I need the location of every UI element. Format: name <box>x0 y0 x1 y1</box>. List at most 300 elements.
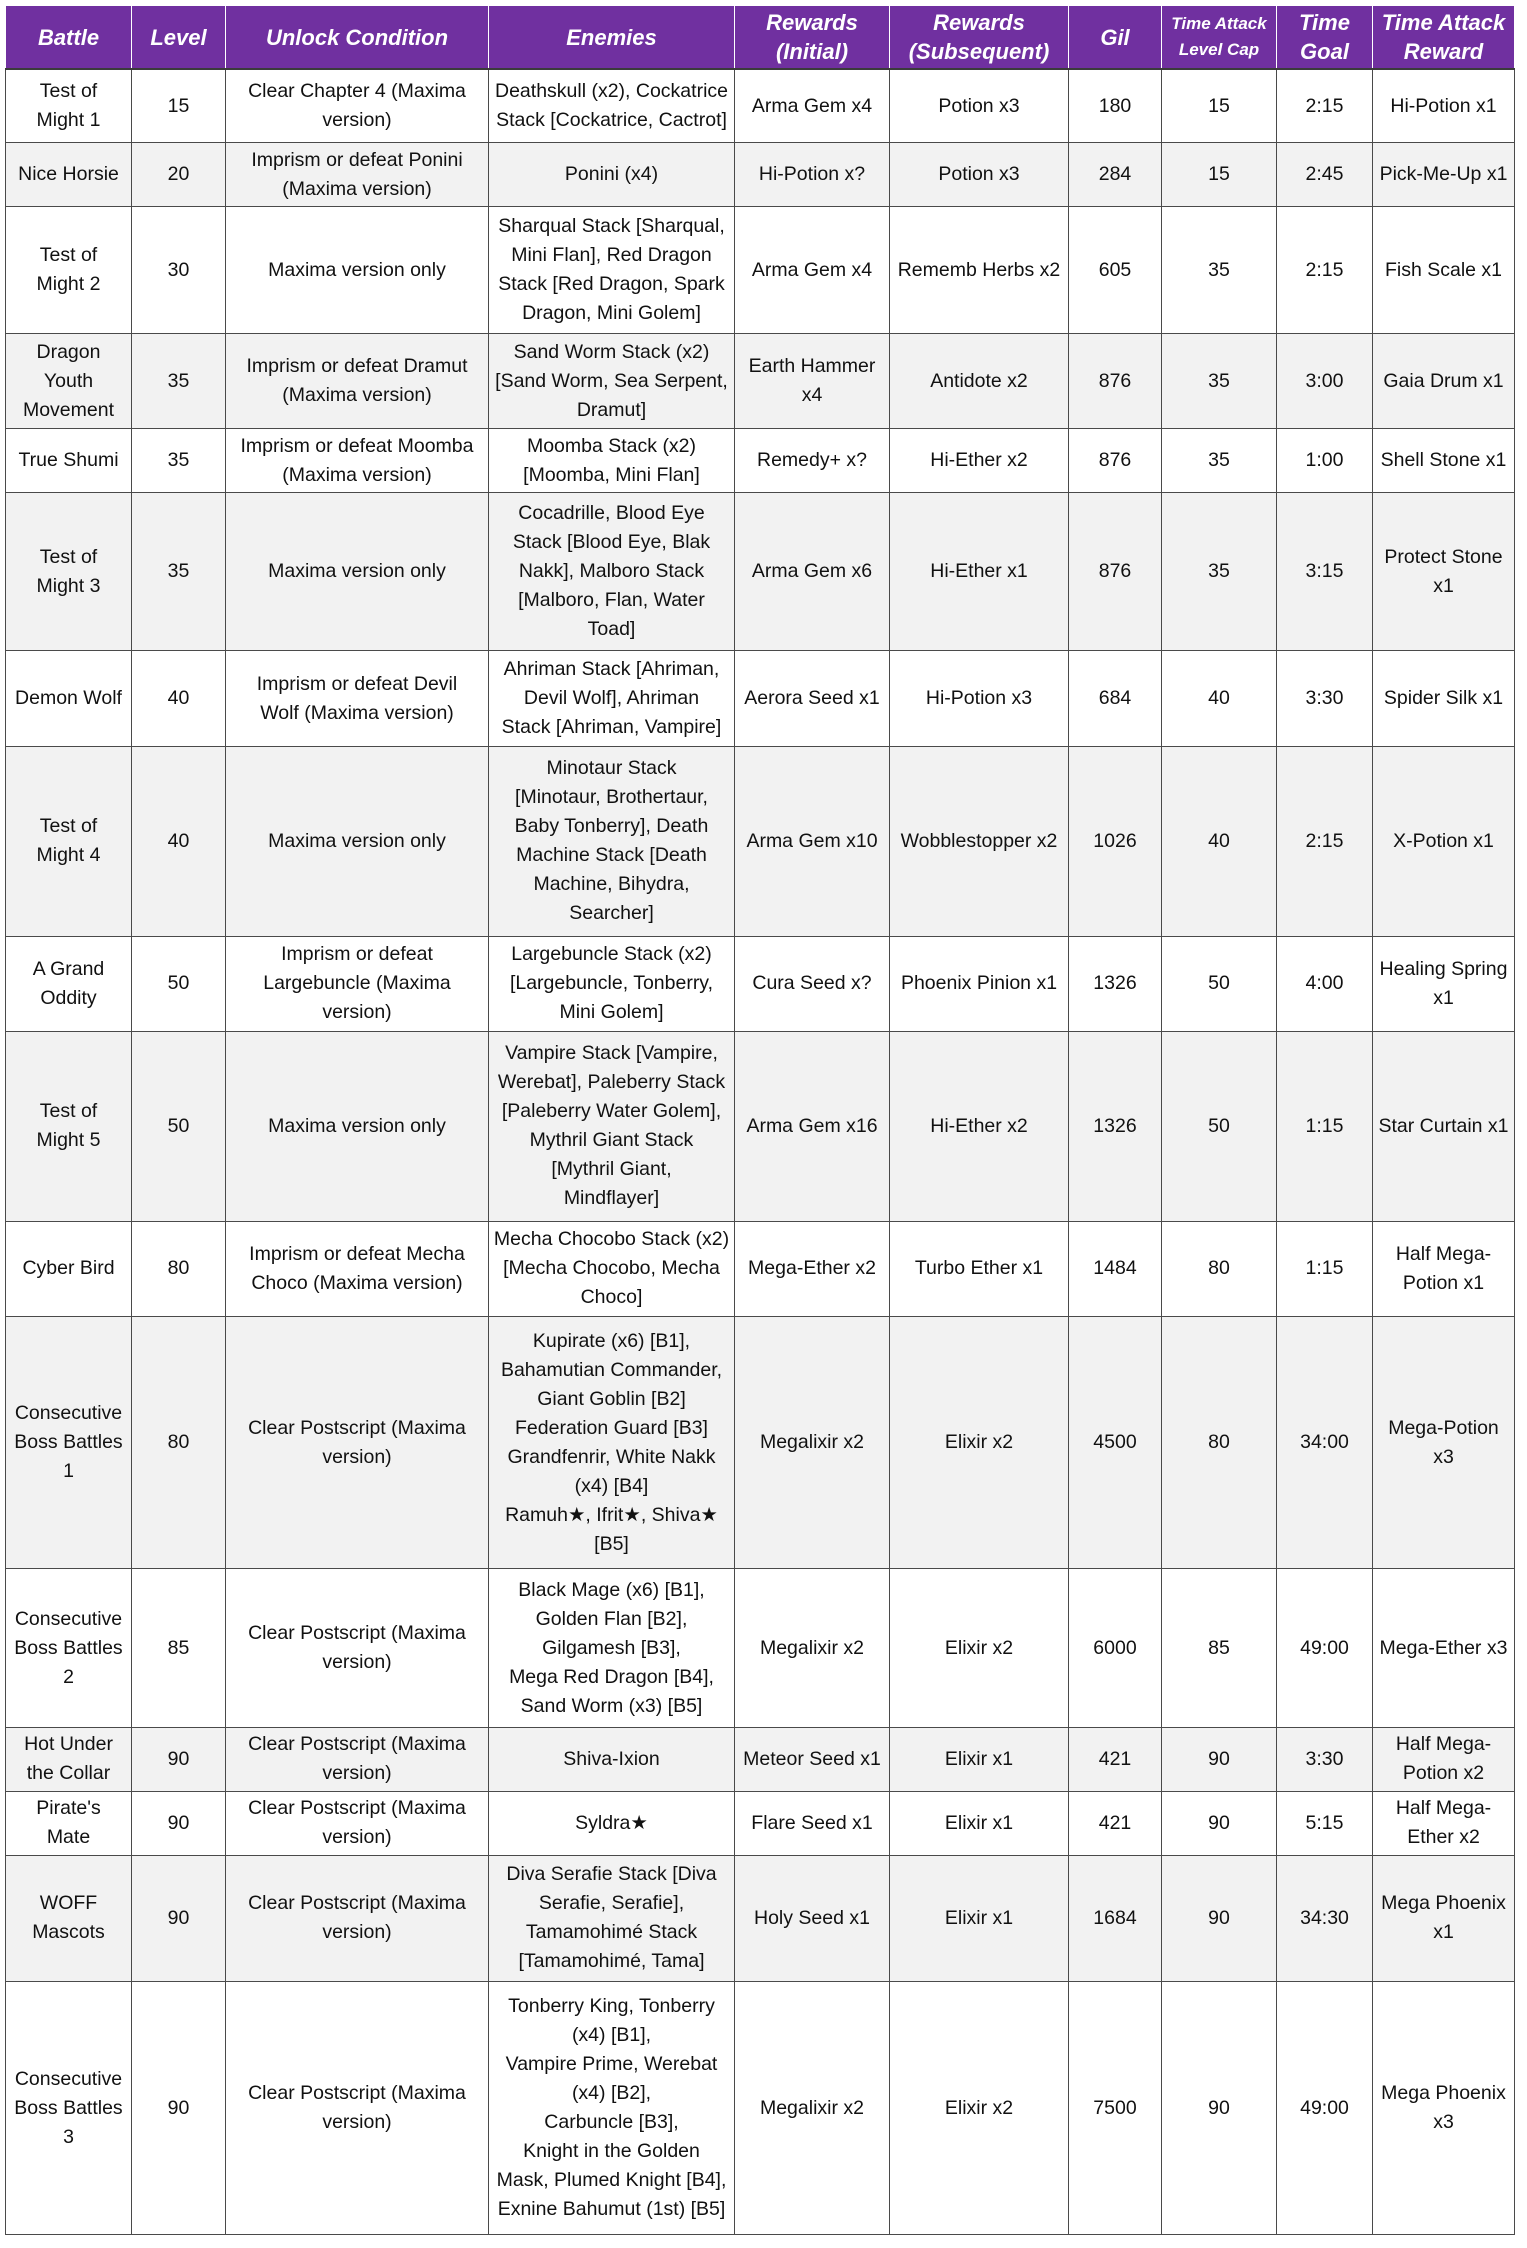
text-line: x3 <box>1433 2111 1454 2134</box>
cell-gil: 6000 <box>1069 1569 1162 1727</box>
text-line: Aerora Seed x1 <box>744 687 880 710</box>
text-line: Might 3 <box>36 574 101 597</box>
cell-unlock-condition <box>226 1316 489 1569</box>
cell-rewards-subsequent <box>890 1855 1069 1982</box>
cell-level: 15 <box>132 69 226 143</box>
text-line: Carbuncle [B3], <box>544 2111 679 2134</box>
cell-gil: 1326 <box>1069 1031 1162 1221</box>
text-line: Test of <box>39 815 98 838</box>
table-row <box>6 1221 1515 1316</box>
text-line: Black Mage (x6) [B1], <box>518 1578 705 1601</box>
cell-time-attack-reward <box>1373 936 1515 1031</box>
text-line: Arma Gem x10 <box>746 829 878 852</box>
cell-enemies <box>489 936 735 1031</box>
text-line: Protect Stone <box>1384 545 1503 568</box>
text-line: Spider Silk x1 <box>1383 687 1504 710</box>
text-line: Elixir x1 <box>944 1906 1014 1929</box>
text-line: Clear Chapter 4 (Maxima <box>248 80 466 103</box>
text-line: Elixir x1 <box>944 1811 1014 1834</box>
cell-enemies <box>489 746 735 936</box>
cell-battle <box>6 1855 132 1982</box>
text-line: [Tamamohimé, Tama] <box>518 1950 705 1973</box>
text-line: Federation Guard [B3] <box>515 1416 708 1439</box>
cell-rewards-initial <box>735 69 890 143</box>
text-line: Shiva-Ixion <box>563 1747 660 1770</box>
table-row <box>6 429 1515 493</box>
text-line: Searcher] <box>569 902 654 925</box>
cell-rewards-initial <box>735 1855 890 1982</box>
table-row <box>6 207 1515 334</box>
header-level: Level <box>132 6 226 70</box>
cell-time-goal: 3:30 <box>1277 651 1373 746</box>
text-line: Turbo Ether x1 <box>914 1257 1044 1280</box>
text-line: Healing Spring <box>1379 957 1508 980</box>
header-unlock-condition: Unlock Condition <box>226 6 489 70</box>
cell-enemies <box>489 651 735 746</box>
cell-time-attack-level-cap: 35 <box>1162 429 1277 493</box>
text-line: Might 4 <box>36 844 101 867</box>
cell-gil: 1684 <box>1069 1855 1162 1982</box>
cell-time-attack-reward <box>1373 746 1515 936</box>
text-line: Imprism or defeat Devil <box>256 672 458 695</box>
text-line: Movement <box>22 398 115 421</box>
text-line: version) <box>322 1762 392 1785</box>
table-row <box>6 333 1515 428</box>
text-line: Mythril Giant Stack <box>529 1129 694 1152</box>
cell-enemies <box>489 69 735 143</box>
text-line: WOFF <box>39 1892 98 1915</box>
text-line: Mask, Plumed Knight [B4], <box>496 2169 727 2192</box>
cell-time-attack-reward <box>1373 429 1515 493</box>
text-line: Potion x1 <box>1402 1271 1485 1294</box>
cell-enemies <box>489 429 735 493</box>
header-rewards-initial <box>735 6 890 70</box>
table-row <box>6 69 1515 143</box>
cell-enemies <box>489 1727 735 1791</box>
text-line: Elixir x2 <box>944 1636 1014 1659</box>
text-line: version) <box>322 1001 392 1024</box>
cell-time-goal: 34:00 <box>1277 1316 1373 1569</box>
text-line: Mascots <box>32 1921 105 1944</box>
text-line: Half Mega- <box>1395 1797 1492 1820</box>
cell-level: 80 <box>132 1316 226 1569</box>
text-line: Megalixir x2 <box>759 1431 865 1454</box>
text-line: Boss Battles <box>14 2096 123 2119</box>
cell-rewards-initial <box>735 143 890 207</box>
text-line: (Maxima version) <box>282 463 432 486</box>
text-line: Golden Flan [B2], <box>535 1607 688 1630</box>
cell-level: 35 <box>132 333 226 428</box>
table-row <box>6 651 1515 746</box>
cell-time-attack-reward <box>1373 207 1515 334</box>
text-line: Largebuncle (Maxima <box>263 972 451 995</box>
text-line: Wolf (Maxima version) <box>260 701 454 724</box>
table-row <box>6 746 1515 936</box>
cell-unlock-condition <box>226 651 489 746</box>
text-line: Oddity <box>40 986 97 1009</box>
text-line: Megalixir x2 <box>759 2096 865 2119</box>
text-line: Mini Golem] <box>559 1001 664 1024</box>
text-line: Megalixir x2 <box>759 1636 865 1659</box>
cell-time-attack-level-cap: 40 <box>1162 746 1277 936</box>
text-line: Fish Scale x1 <box>1384 258 1503 281</box>
text-line: Meteor Seed x1 <box>743 1747 881 1770</box>
text-line: Imprism or defeat Ponini <box>251 148 463 171</box>
cell-unlock-condition <box>226 1982 489 2235</box>
text-line: version) <box>322 1445 392 1468</box>
cell-gil: 684 <box>1069 651 1162 746</box>
text-line: Might 2 <box>36 273 101 296</box>
text-line: Pick-Me-Up x1 <box>1379 163 1508 186</box>
cell-level: 20 <box>132 143 226 207</box>
cell-unlock-condition <box>226 207 489 334</box>
text-line: [Mecha Chocobo, Mecha <box>503 1257 720 1280</box>
text-line: Mega Phoenix <box>1381 1892 1506 1915</box>
text-line: (Maxima version) <box>282 177 432 200</box>
cell-unlock-condition <box>226 746 489 936</box>
cell-battle <box>6 493 132 651</box>
cell-time-goal: 2:15 <box>1277 69 1373 143</box>
text-line: Machine, Bihydra, <box>533 873 690 896</box>
cell-rewards-initial <box>735 1316 890 1569</box>
cell-battle <box>6 651 132 746</box>
text-line: version) <box>322 1826 392 1849</box>
cell-rewards-subsequent <box>890 493 1069 651</box>
table-row <box>6 1316 1515 1569</box>
text-line: Cyber Bird <box>22 1257 115 1280</box>
cell-battle <box>6 1316 132 1569</box>
cell-gil: 7500 <box>1069 1982 1162 2235</box>
cell-time-attack-reward <box>1373 1031 1515 1221</box>
text-line: version) <box>322 109 392 132</box>
text-line: Stack [Ahriman, Vampire] <box>501 716 722 739</box>
text-line: Potion x3 <box>938 94 1020 117</box>
text-line: Imprism or defeat Moomba <box>240 434 474 457</box>
text-line: Demon Wolf <box>15 687 122 710</box>
table-row <box>6 143 1515 207</box>
cell-time-attack-level-cap: 50 <box>1162 1031 1277 1221</box>
text-line: Elixir x2 <box>944 1431 1014 1454</box>
cell-time-goal: 1:00 <box>1277 429 1373 493</box>
text-line: Kupirate (x6) [B1], <box>532 1329 691 1352</box>
cell-gil: 605 <box>1069 207 1162 334</box>
header-time-attack-level-cap <box>1162 6 1277 70</box>
cell-level: 40 <box>132 651 226 746</box>
header-gil: Gil <box>1069 6 1162 70</box>
text-line: Vampire Prime, Werebat <box>505 2053 718 2076</box>
header-row <box>6 6 1515 70</box>
cell-battle <box>6 69 132 143</box>
cell-rewards-initial <box>735 746 890 936</box>
text-line: Clear Postscript (Maxima <box>248 1892 466 1915</box>
text-line: Grandfenrir, White Nakk <box>507 1445 716 1468</box>
cell-rewards-initial <box>735 1727 890 1791</box>
text-line: Largebuncle Stack (x2) <box>511 943 712 966</box>
cell-battle <box>6 1982 132 2235</box>
cell-time-attack-level-cap: 85 <box>1162 1569 1277 1727</box>
text-line: Hi-Ether x2 <box>930 449 1028 472</box>
cell-rewards-initial <box>735 493 890 651</box>
text-line: Hi-Ether x2 <box>930 1114 1028 1137</box>
text-line: Stack [Blood Eye, Blak <box>512 531 711 554</box>
cell-enemies <box>489 333 735 428</box>
cell-rewards-subsequent <box>890 1569 1069 1727</box>
text-line: Clear Postscript (Maxima <box>248 2082 466 2105</box>
cell-gil: 180 <box>1069 69 1162 143</box>
cell-time-attack-level-cap: 15 <box>1162 143 1277 207</box>
cell-unlock-condition <box>226 1855 489 1982</box>
cell-time-attack-reward <box>1373 1221 1515 1316</box>
text-line: Nice Horsie <box>18 163 119 186</box>
cell-gil: 876 <box>1069 333 1162 428</box>
cell-rewards-subsequent <box>890 333 1069 428</box>
table-row <box>6 493 1515 651</box>
text-line: Antidote x2 <box>930 369 1028 392</box>
cell-gil: 421 <box>1069 1727 1162 1791</box>
table-row <box>6 1031 1515 1221</box>
text-line: Exnine Bahumut (1st) [B5] <box>497 2198 726 2221</box>
text-line: Imprism or defeat Dramut <box>246 355 468 378</box>
text-line: Time <box>1299 10 1350 35</box>
cell-time-goal: 49:00 <box>1277 1982 1373 2235</box>
cell-rewards-subsequent <box>890 143 1069 207</box>
text-line: x1 <box>1433 986 1454 1009</box>
cell-level: 35 <box>132 429 226 493</box>
battle-table <box>5 5 1515 2235</box>
text-line: Boss Battles <box>14 1431 123 1454</box>
text-line: [Moomba, Mini Flan] <box>523 463 700 486</box>
cell-unlock-condition <box>226 1569 489 1727</box>
cell-rewards-subsequent <box>890 429 1069 493</box>
cell-battle <box>6 1569 132 1727</box>
text-line: Remedy+ x? <box>756 449 867 472</box>
text-line: Choco] <box>580 1286 643 1309</box>
text-line: Arma Gem x16 <box>746 1114 878 1137</box>
text-line: Flare Seed x1 <box>751 1811 873 1834</box>
text-line: Sand Worm Stack (x2) <box>513 340 710 363</box>
cell-time-attack-reward <box>1373 651 1515 746</box>
text-line: Bahamutian Commander, <box>500 1358 723 1381</box>
text-line: Giant Goblin [B2] <box>537 1387 686 1410</box>
cell-time-attack-level-cap: 80 <box>1162 1221 1277 1316</box>
text-line: Machine Stack [Death <box>516 844 707 867</box>
cell-time-attack-level-cap: 90 <box>1162 1791 1277 1855</box>
text-line: Mecha Chocobo Stack (x2) <box>493 1228 730 1251</box>
cell-unlock-condition <box>226 333 489 428</box>
text-line: (x4) [B1], <box>571 2024 652 2047</box>
cell-enemies <box>489 1221 735 1316</box>
cell-enemies <box>489 143 735 207</box>
text-line: Consecutive <box>14 1607 123 1630</box>
cell-rewards-initial <box>735 1791 890 1855</box>
cell-enemies <box>489 1791 735 1855</box>
text-line: Rewards <box>766 10 858 35</box>
cell-rewards-initial <box>735 1569 890 1727</box>
text-line: Mindflayer] <box>563 1187 660 1210</box>
text-line: Goal <box>1300 39 1349 64</box>
cell-time-goal: 2:45 <box>1277 143 1373 207</box>
cell-time-goal: 49:00 <box>1277 1569 1373 1727</box>
text-line: [Paleberry Water Golem], <box>501 1100 722 1123</box>
text-line: Maxima version only <box>268 1114 446 1137</box>
text-line: (Subsequent) <box>908 39 1050 64</box>
text-line: Clear Postscript (Maxima <box>248 1622 466 1645</box>
text-line: [Malboro, Flan, Water <box>518 589 705 612</box>
text-line: (x4) [B2], <box>571 2082 652 2105</box>
text-line: version) <box>322 1651 392 1674</box>
header-time-attack-reward <box>1373 6 1515 70</box>
text-line: Time Attack <box>1381 10 1506 35</box>
text-line: x4 <box>801 384 823 407</box>
cell-rewards-subsequent <box>890 1982 1069 2235</box>
cell-time-goal: 34:30 <box>1277 1855 1373 1982</box>
text-line: Ponini (x4) <box>564 163 659 186</box>
text-line: Reward <box>1403 39 1484 64</box>
text-line: Wobblestopper x2 <box>900 829 1058 852</box>
cell-time-goal: 1:15 <box>1277 1221 1373 1316</box>
text-line: Test of <box>39 244 98 267</box>
text-line: Mini Flan], Red Dragon <box>511 244 712 267</box>
text-line: Toad] <box>587 618 636 641</box>
text-line: Vampire Stack [Vampire, <box>505 1042 718 1065</box>
text-line: Elixir x1 <box>944 1747 1014 1770</box>
cell-level: 90 <box>132 1727 226 1791</box>
text-line: Imprism or defeat Mecha <box>249 1242 465 1265</box>
text-line: Cura Seed x? <box>752 972 872 995</box>
text-line: Mega-Ether x3 <box>1379 1636 1508 1659</box>
text-line: Maxima version only <box>268 258 446 281</box>
text-line: Elixir x2 <box>944 2096 1014 2119</box>
text-line: the Collar <box>26 1762 111 1785</box>
text-line: Pirate's <box>36 1797 101 1820</box>
text-line: Hi-Ether x1 <box>930 560 1028 583</box>
cell-rewards-subsequent <box>890 746 1069 936</box>
text-line: Star Curtain x1 <box>1378 1114 1509 1137</box>
cell-level: 85 <box>132 1569 226 1727</box>
cell-time-goal: 1:15 <box>1277 1031 1373 1221</box>
header-rewards-subsequent <box>890 6 1069 70</box>
header-enemies: Enemies <box>489 6 735 70</box>
text-line: Rewards <box>933 10 1025 35</box>
cell-time-attack-level-cap: 80 <box>1162 1316 1277 1569</box>
cell-rewards-initial <box>735 207 890 334</box>
cell-time-attack-level-cap: 40 <box>1162 651 1277 746</box>
cell-gil: 1326 <box>1069 936 1162 1031</box>
text-line: Diva Serafie Stack [Diva <box>506 1863 717 1886</box>
text-line: Shell Stone x1 <box>1380 449 1507 472</box>
text-line: Mega-Ether x2 <box>748 1257 876 1280</box>
text-line: [Minotaur, Brothertaur, <box>515 786 708 809</box>
text-line: Ahriman Stack [Ahriman, <box>503 658 720 681</box>
cell-rewards-subsequent <box>890 1031 1069 1221</box>
header-battle: Battle <box>6 6 132 70</box>
table-row <box>6 1855 1515 1982</box>
text-line: Test of <box>39 1100 98 1123</box>
text-line: 2 <box>63 1665 74 1688</box>
cell-rewards-subsequent <box>890 69 1069 143</box>
text-line: True Shumi <box>18 449 119 472</box>
cell-rewards-initial <box>735 936 890 1031</box>
text-line: Mega Phoenix <box>1381 2082 1506 2105</box>
cell-gil: 284 <box>1069 143 1162 207</box>
text-line: Mega-Potion x3 <box>1388 1416 1499 1468</box>
table-body <box>6 69 1515 2235</box>
text-line: Rememb Herbs x2 <box>897 258 1061 281</box>
text-line: Clear Postscript (Maxima <box>248 1797 466 1820</box>
cell-unlock-condition <box>226 1031 489 1221</box>
text-line: Youth <box>43 369 94 392</box>
text-line: X-Potion x1 <box>1393 829 1494 852</box>
text-line: Arma Gem x6 <box>751 560 873 583</box>
text-line: Test of <box>39 80 98 103</box>
text-line: Imprism or defeat <box>281 943 433 966</box>
cell-level: 90 <box>132 1791 226 1855</box>
cell-level: 80 <box>132 1221 226 1316</box>
text-line: Ether x2 <box>1407 1826 1480 1849</box>
cell-time-attack-reward <box>1373 333 1515 428</box>
text-line: Deathskull (x2), Cockatrice <box>495 80 728 103</box>
text-line: Baby Tonberry], Death <box>514 815 709 838</box>
cell-time-attack-level-cap: 90 <box>1162 1982 1277 2235</box>
text-line: Half Mega- <box>1395 1733 1492 1756</box>
text-line: [Sand Worm, Sea Serpent, <box>495 369 728 392</box>
cell-rewards-subsequent <box>890 1727 1069 1791</box>
cell-unlock-condition <box>226 1221 489 1316</box>
text-line: Hi-Potion x? <box>758 163 866 186</box>
text-line: Hot Under <box>24 1733 113 1756</box>
text-line: Maxima version only <box>268 829 446 852</box>
text-line: A Grand <box>32 957 105 980</box>
cell-battle <box>6 1221 132 1316</box>
cell-level: 30 <box>132 207 226 334</box>
text-line: Level Cap <box>1178 40 1260 59</box>
cell-battle <box>6 143 132 207</box>
cell-battle <box>6 429 132 493</box>
text-line: Time Attack <box>1171 14 1267 33</box>
cell-time-attack-reward <box>1373 493 1515 651</box>
cell-level: 90 <box>132 1855 226 1982</box>
text-line: Sand Worm (x3) [B5] <box>520 1694 703 1717</box>
cell-rewards-initial <box>735 1221 890 1316</box>
text-line: Arma Gem x4 <box>751 94 873 117</box>
cell-unlock-condition <box>226 493 489 651</box>
text-line: Tamamohimé Stack <box>525 1921 698 1944</box>
cell-enemies <box>489 493 735 651</box>
cell-battle <box>6 1031 132 1221</box>
cell-battle <box>6 936 132 1031</box>
cell-enemies <box>489 1316 735 1569</box>
cell-time-attack-level-cap: 35 <box>1162 333 1277 428</box>
text-line: [B5] <box>594 1532 629 1555</box>
cell-level: 35 <box>132 493 226 651</box>
cell-time-attack-reward <box>1373 1982 1515 2235</box>
cell-enemies <box>489 1569 735 1727</box>
cell-gil: 876 <box>1069 493 1162 651</box>
text-line: Dragon, Mini Golem] <box>522 302 701 325</box>
cell-rewards-initial <box>735 429 890 493</box>
text-line: Stack [Red Dragon, Spark <box>498 273 725 296</box>
text-line: Might 5 <box>36 1129 101 1152</box>
text-line: Hi-Potion x1 <box>1390 94 1497 117</box>
cell-gil: 1484 <box>1069 1221 1162 1316</box>
cell-battle <box>6 207 132 334</box>
cell-rewards-initial <box>735 333 890 428</box>
text-line: Clear Postscript (Maxima <box>248 1733 466 1756</box>
text-line: Arma Gem x4 <box>751 258 873 281</box>
cell-unlock-condition <box>226 143 489 207</box>
table-row <box>6 1791 1515 1855</box>
cell-level: 50 <box>132 1031 226 1221</box>
